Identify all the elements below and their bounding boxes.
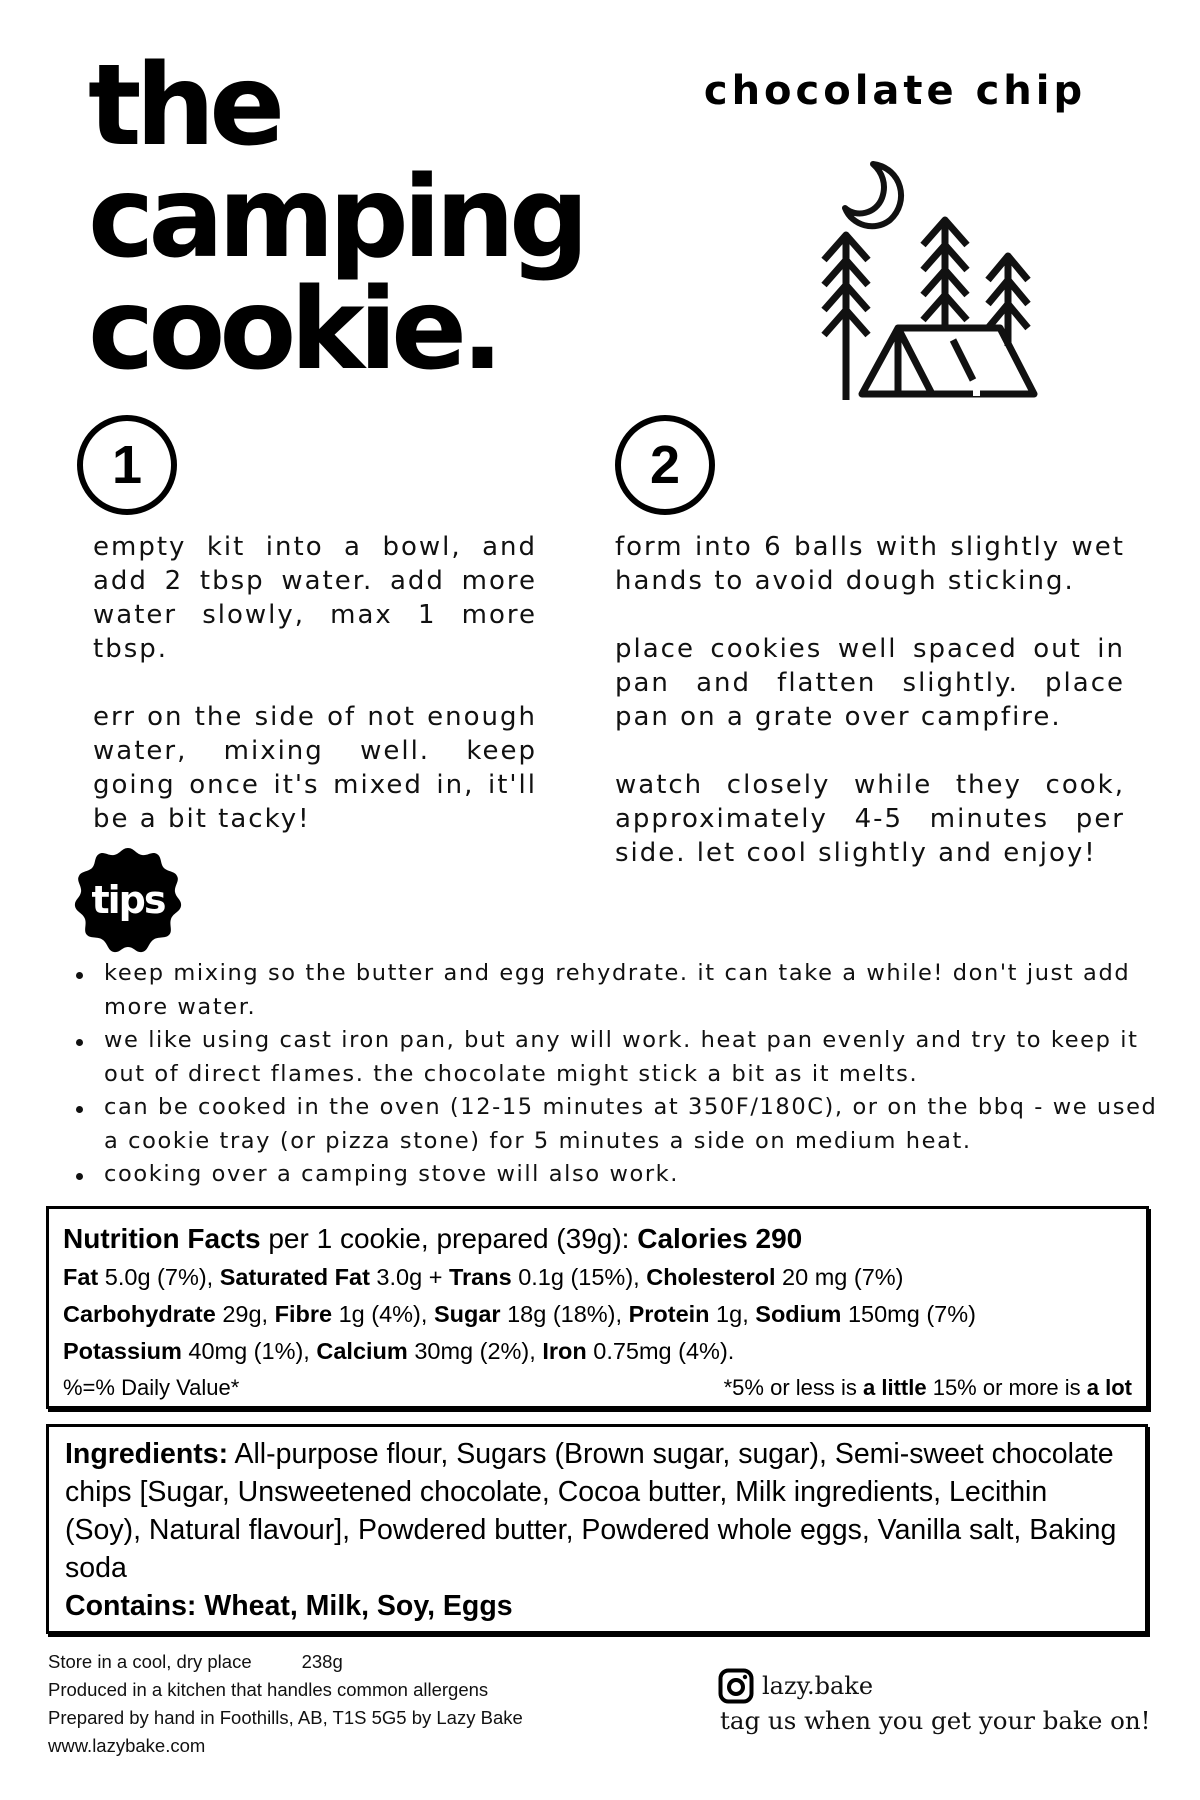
nutrient-value: 40mg (1%), [181, 1338, 317, 1364]
scale-note-lot: a lot [1086, 1375, 1132, 1400]
tip-item: we like using cast iron pan, but any will work. heat pan evenly and try to keep it out of direct flames. the chocolate might stick a bit as it melts. [104, 1024, 1164, 1091]
nutrient-label: Sugar [433, 1301, 501, 1327]
step-1-number: 1 [111, 435, 143, 495]
ingredients-list [65, 1435, 1129, 1587]
storage-instructions: Store in a cool, dry place [48, 1651, 252, 1672]
nutrient-value: 5.0g (7%), [98, 1264, 220, 1290]
nutrient-label: Fibre [274, 1301, 333, 1327]
flavour-label: chocolate chip [703, 68, 1087, 114]
nutrition-heading: Nutrition Facts [63, 1223, 261, 1254]
nutrition-footnote-row [63, 1370, 1132, 1406]
step-1-paragraph-2: err on the side of not enough water, mixing well. keep going once it's mixed in, it'll be a bit tacky! [93, 702, 537, 834]
nutrition-row-carbs [63, 1296, 1132, 1333]
nutrient-label: Cholesterol [646, 1264, 776, 1290]
product-info-footer [48, 1648, 523, 1760]
nutrient-label: Sodium [755, 1301, 842, 1327]
step-2-number-badge [615, 415, 715, 515]
step-2-instructions [615, 530, 1125, 870]
origin-note: Prepared by hand in Foothills, AB, T1S 5G5 by Lazy Bake [48, 1707, 523, 1728]
step-1-paragraph-1: empty kit into a bowl, and add 2 tbsp water. add more water slowly, max 1 more tbsp. [93, 532, 537, 664]
net-weight: 238g [301, 1651, 343, 1672]
tip-item: cooking over a camping stove will also work. [104, 1158, 1164, 1192]
serving-size: per 1 cookie, prepared (39g): [260, 1223, 638, 1254]
allergen-contains: Contains: Wheat, Milk, Soy, Eggs [65, 1590, 513, 1622]
nutrient-label: Saturated Fat [219, 1264, 370, 1290]
nutrient-value: 30mg (2%), [407, 1338, 543, 1364]
tips-badge-label: tips [91, 878, 165, 922]
nutrient-label: Iron [542, 1338, 587, 1364]
nutrient-value: 0.75mg (4%). [586, 1338, 735, 1364]
step-1-number-badge [77, 415, 177, 515]
title-line-3: cookie. [88, 265, 498, 395]
daily-value-note: %=% Daily Value* [63, 1375, 240, 1400]
nutrient-value: 1g (4%), [332, 1301, 434, 1327]
tips-badge [74, 846, 182, 954]
step-1-instructions [93, 530, 537, 836]
nutrition-row-minerals [63, 1333, 1132, 1370]
tip-item: can be cooked in the oven (12-15 minutes at 350F/180C), or on the bbq - we used a cookie tray (or pizza stone) for 5 minutes a side on medium heat. [104, 1091, 1164, 1158]
instagram-icon [718, 1668, 754, 1704]
nutrient-value: 0.1g (15%), [511, 1264, 647, 1290]
nutrient-value: 20 mg (7%) [775, 1264, 904, 1290]
nutrition-row-fats [63, 1259, 1132, 1296]
storage-row [48, 1648, 523, 1676]
title-line-2: camping [88, 153, 584, 283]
website-link[interactable]: www.lazybake.com [48, 1735, 206, 1756]
scale-note-text: 15% or more is [926, 1375, 1087, 1400]
nutrient-value: 18g (18%), [500, 1301, 629, 1327]
camping-tent-trees-moon-icon [790, 140, 1050, 400]
allergen-note: Produced in a kitchen that handles common allergens [48, 1679, 489, 1700]
social-footer [718, 1668, 1151, 1738]
nutrient-value: 1g, [709, 1301, 756, 1327]
step-2-paragraph-2: place cookies well spaced out in pan and flatten slightly. place pan on a grate over campfire. [615, 634, 1125, 732]
ingredients-label: Ingredients: [65, 1438, 229, 1470]
nutrient-value: 150mg (7%) [841, 1301, 976, 1327]
nutrition-facts-panel [46, 1206, 1149, 1409]
title-line-1: the [88, 41, 280, 171]
nutrient-value: 3.0g + [369, 1264, 449, 1290]
ingredients-text: All-purpose flour, Sugars (Brown sugar, sugar), Semi-sweet chocolate chips [Sugar, Unsweetened chocolate, Cocoa butter, Milk ingredients, Lecithin (Soy), Natural flavour], Powdered butter, Powdered whole eggs, Vanilla salt, Baking soda [65, 1438, 1117, 1584]
step-2-paragraph-1: form into 6 balls with slightly wet hands to avoid dough sticking. [615, 532, 1125, 596]
daily-value-scale-note [724, 1370, 1132, 1406]
instagram-row[interactable] [718, 1668, 1151, 1704]
tip-item: keep mixing so the butter and egg rehydrate. it can take a while! don't just add more water. [104, 957, 1164, 1024]
product-title [88, 41, 608, 395]
nutrient-label: Protein [628, 1301, 710, 1327]
nutrient-label: Potassium [63, 1338, 182, 1364]
scale-note-little: a little [863, 1375, 927, 1400]
step-2-paragraph-3: watch closely while they cook, approximately 4-5 minutes per side. let cool slightly and enjoy! [615, 770, 1125, 868]
tips-list [104, 957, 1164, 1192]
instagram-handle[interactable]: lazy.bake [762, 1672, 874, 1700]
scale-note-text: *5% or less is [723, 1375, 864, 1400]
nutrient-label: Carbohydrate [63, 1301, 216, 1327]
calories: Calories 290 [637, 1223, 803, 1254]
step-2-number: 2 [649, 435, 681, 495]
nutrient-label: Calcium [316, 1338, 408, 1364]
nutrition-heading-row [63, 1219, 1132, 1259]
nutrient-label: Trans [448, 1264, 512, 1290]
nutrient-value: 29g, [215, 1301, 275, 1327]
nutrient-label: Fat [63, 1264, 99, 1290]
ingredients-panel [46, 1424, 1148, 1634]
social-tagline: tag us when you get your bake on! [720, 1706, 1151, 1735]
